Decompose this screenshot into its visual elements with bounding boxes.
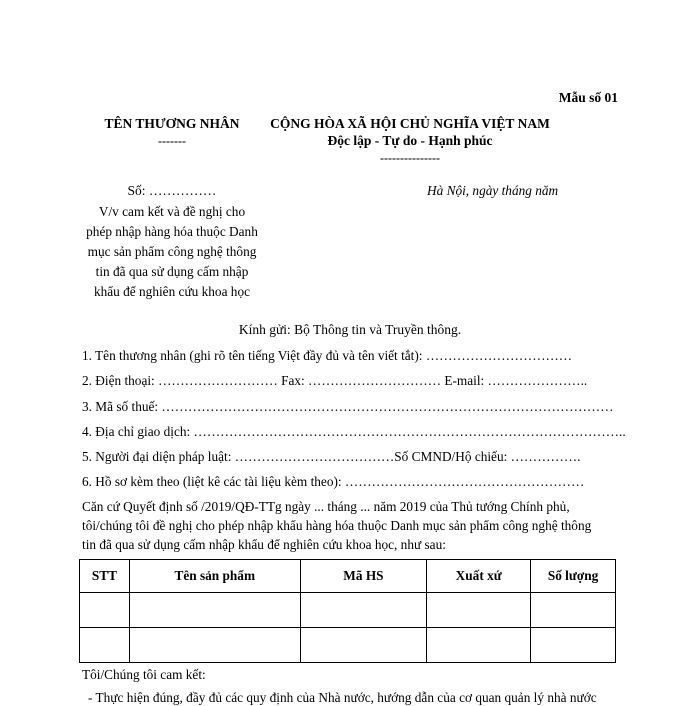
- table-cell: [129, 593, 300, 628]
- column-header-quantity: Số lượng: [531, 560, 616, 593]
- table-header-row: [80, 560, 616, 593]
- national-motto: Độc lập - Tự do - Hạnh phúc: [327, 133, 493, 148]
- motto-underline: ---------------: [380, 151, 440, 165]
- subject-line: tin đã qua sử dụng cấm nhập: [95, 264, 249, 279]
- commitment-item: - Thực hiện đúng, đầy đủ các quy định của Nhà nước, hướng dẫn của cơ quan quản lý nhà nước: [88, 690, 597, 705]
- document-number: Số: ……………: [127, 183, 217, 198]
- subject-line: phép nhập hàng hóa thuộc Danh: [86, 224, 258, 239]
- table-cell: [427, 628, 531, 663]
- table-cell: [80, 593, 130, 628]
- table-row: [80, 593, 616, 628]
- field-legal-representative: 5. Người đại diện pháp luật: ………………………………Số CMND/Hộ chiếu: …………….: [82, 449, 581, 464]
- table-cell: [300, 628, 427, 663]
- table-cell: [531, 628, 616, 663]
- table-cell: [80, 628, 130, 663]
- column-header-hs-code: Mã HS: [300, 560, 427, 593]
- basis-line: Căn cứ Quyết định số /2019/QĐ-TTg ngày ... tháng ... năm 2019 của Thủ tướng Chính phủ,: [82, 499, 570, 514]
- field-contact: 2. Điện thoại: ……………………… Fax: ………………………… E-mail: …………………..: [82, 373, 588, 388]
- basis-paragraph: [82, 497, 622, 554]
- subject-line: V/v cam kết và đề nghị cho: [98, 204, 246, 219]
- product-table: [79, 559, 616, 663]
- merchant-underline: -------: [158, 134, 186, 148]
- commitment-heading: Tôi/Chúng tôi cam kết:: [82, 667, 206, 682]
- field-address: 4. Địa chỉ giao dịch: ……………………………………………………………………………………..: [82, 424, 626, 439]
- table-cell: [531, 593, 616, 628]
- place-date: Hà Nội, ngày tháng năm: [427, 183, 559, 198]
- table-row: [80, 628, 616, 663]
- form-number: Mẫu số 01: [558, 90, 618, 105]
- subject-block: [78, 202, 266, 302]
- column-header-product-name: Tên sản phẩm: [129, 560, 300, 593]
- field-attachments: 6. Hồ sơ kèm theo (liệt kê các tài liệu kèm theo): ………………………………………………: [82, 474, 585, 489]
- merchant-header: TÊN THƯƠNG NHÂN: [104, 116, 240, 131]
- column-header-stt: STT: [80, 560, 130, 593]
- addressee: Kính gửi: Bộ Thông tin và Truyền thông.: [238, 322, 462, 337]
- basis-line: tôi/chúng tôi đề nghị cho phép nhập khẩu hàng hóa thuộc Danh mục sản phẩm công nghệ thông: [82, 518, 592, 533]
- table-cell: [129, 628, 300, 663]
- table-cell: [427, 593, 531, 628]
- field-tax-code: 3. Mã số thuế: …………………………………………………………………………………………: [82, 399, 614, 414]
- subject-line: mục sản phẩm công nghệ thông: [87, 244, 257, 259]
- table-cell: [300, 593, 427, 628]
- country-name: CỘNG HÒA XÃ HỘI CHỦ NGHĨA VIỆT NAM: [270, 116, 550, 131]
- subject-line: khẩu để nghiên cứu khoa học: [93, 284, 250, 299]
- basis-line: tin đã qua sử dụng cấm nhập khẩu để nghiên cứu khoa học, như sau:: [82, 537, 446, 552]
- field-merchant-name: 1. Tên thương nhân (ghi rõ tên tiếng Việt đầy đủ và tên viết tắt): ……………………………: [82, 348, 573, 363]
- column-header-origin: Xuất xứ: [427, 560, 531, 593]
